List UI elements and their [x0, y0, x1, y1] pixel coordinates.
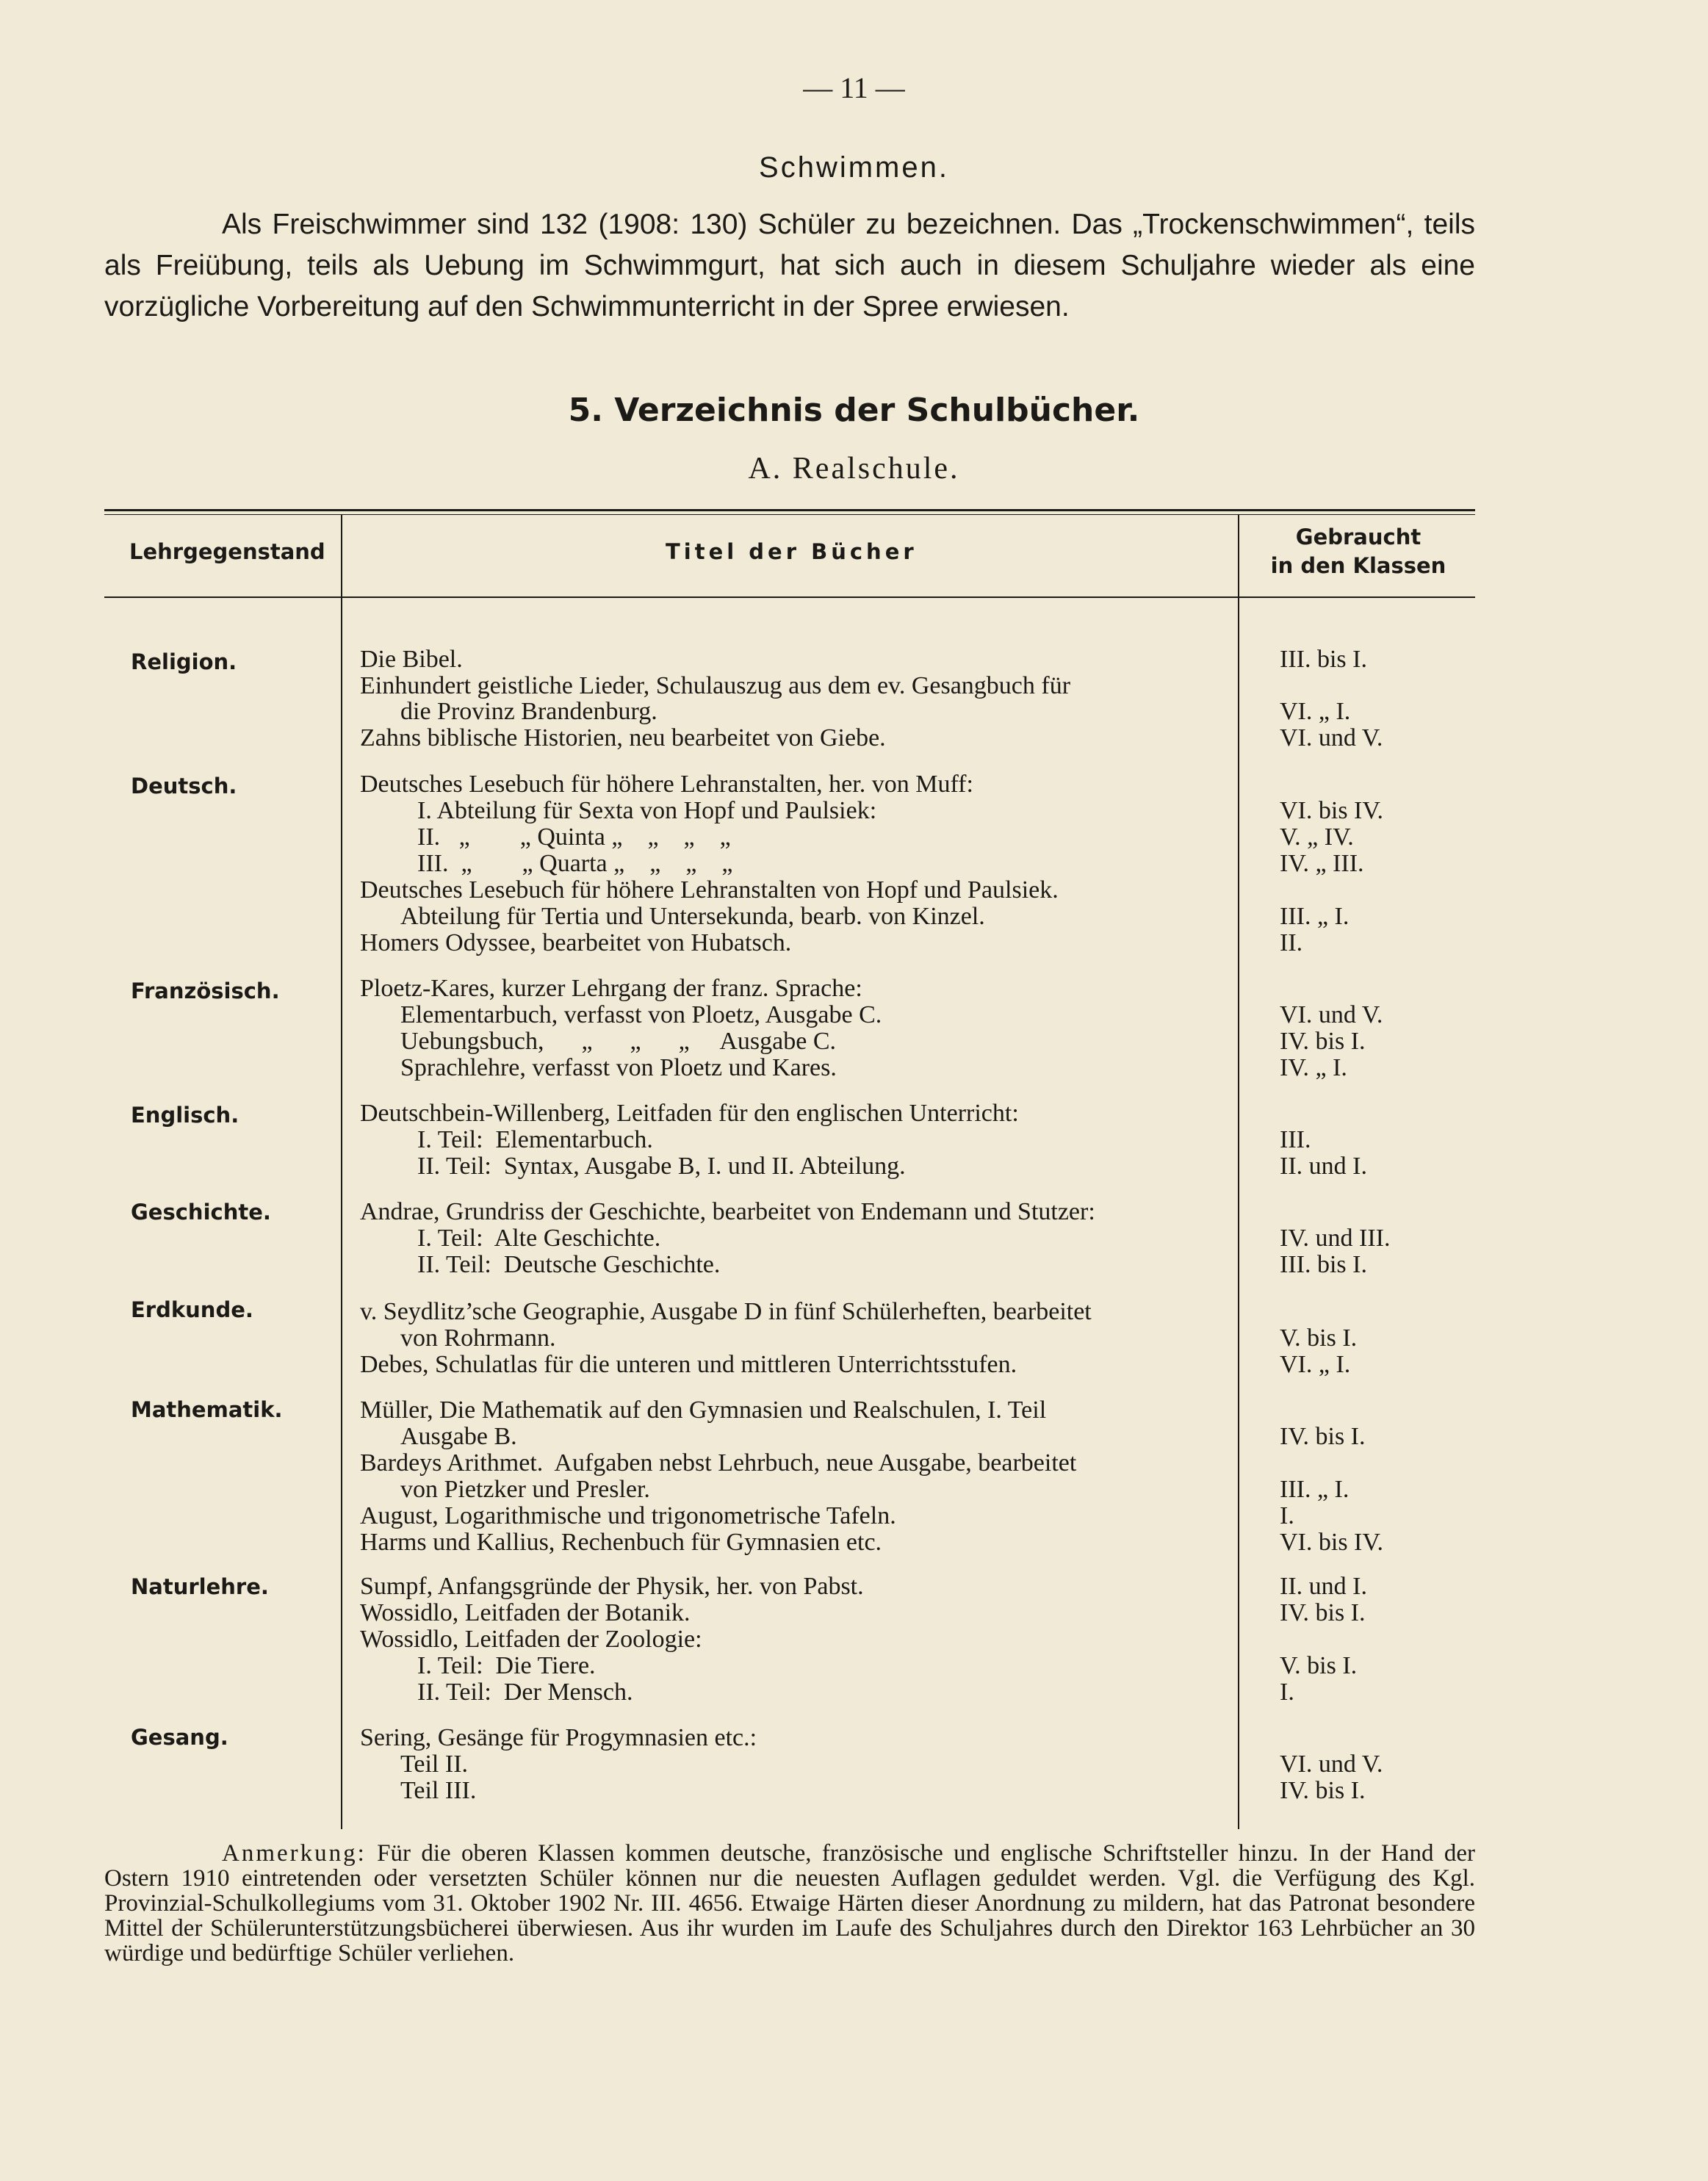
- subject-erdkunde: Erdkunde.: [131, 1297, 253, 1322]
- book-line: Sprachlehre, verfasst von Ploetz und Kares.: [400, 1054, 837, 1081]
- book-line: von Pietzker und Presler.: [400, 1476, 650, 1503]
- class-entry: V. bis I.: [1280, 1324, 1358, 1352]
- subject-mathematik: Mathematik.: [131, 1397, 283, 1422]
- class-entry: VI. bis IV.: [1280, 1529, 1384, 1556]
- book-line: II. Teil: Deutsche Geschichte.: [417, 1251, 721, 1278]
- book-line: Andrae, Grundriss der Geschichte, bearbeitet von Endemann und Stutzer:: [360, 1198, 1095, 1225]
- subject-geschichte: Geschichte.: [131, 1200, 271, 1225]
- class-entry: III. bis I.: [1280, 1251, 1367, 1278]
- book-line: I. Teil: Elementarbuch.: [417, 1126, 653, 1153]
- class-entry: III. „ I.: [1280, 903, 1350, 930]
- class-entry: III. „ I.: [1280, 1476, 1350, 1503]
- book-line: Zahns biblische Historien, neu bearbeitet von Giebe.: [360, 724, 886, 751]
- swimming-heading: Schwimmen.: [759, 151, 949, 184]
- footnote-text: Für die oberen Klassen kommen deutsche, französische und englische Schriftsteller hinzu. In der Hand der Ostern 1910 eintretenden oder versetzten Schüler können nur die neuesten Auflagen geduldet werden. Vgl. die Verfügung des Kgl. Provinzial-Schulkollegiums vom 31. Oktober 1902 Nr. III. 4656. Etwaige Härten dieser Anordnung zu mildern, hat das Patronat besondere Mittel der Schülerunterstützungsbücherei überwiesen. Aus ihr wurden im Laufe des Schuljahres durch den Direktor 163 Lehrbücher an 30 würdige und bedürftige Schüler verliehen.: [104, 1840, 1475, 1966]
- book-line: Einhundert geistliche Lieder, Schulauszug aus dem ev. Gesangbuch für: [360, 672, 1071, 699]
- class-entry: I.: [1280, 1679, 1294, 1706]
- book-line: I. Abteilung für Sexta von Hopf und Paulsiek:: [417, 797, 877, 824]
- class-entry: IV. bis I.: [1280, 1028, 1366, 1055]
- class-entry: IV. und III.: [1280, 1225, 1391, 1252]
- table-header-rule: [104, 596, 1475, 598]
- subject-gesang: Gesang.: [131, 1725, 228, 1750]
- book-line: Homers Odyssee, bearbeitet von Hubatsch.: [360, 929, 792, 956]
- column-divider-left: [341, 514, 342, 1829]
- book-line: Abteilung für Tertia und Untersekunda, bearb. von Kinzel.: [400, 903, 985, 930]
- header-classes-line2: in den Klassen: [1270, 553, 1446, 578]
- header-titles: Titel der Bücher: [666, 539, 918, 564]
- class-entry: VI. „ I.: [1280, 698, 1351, 725]
- class-entry: II. und I.: [1280, 1573, 1367, 1600]
- header-classes-line1: Gebraucht: [1295, 524, 1421, 549]
- book-line: Deutsches Lesebuch für höhere Lehranstalten, her. von Muff:: [360, 771, 973, 798]
- book-line: II. Teil: Syntax, Ausgabe B, I. und II. Abteilung.: [417, 1153, 906, 1180]
- book-line: III. „ „ Quarta „ „ „ „: [417, 850, 733, 877]
- subject-religion: Religion.: [131, 649, 237, 674]
- section-title: 5. Verzeichnis der Schulbücher.: [568, 392, 1140, 429]
- book-line: v. Seydlitz’sche Geographie, Ausgabe D in fünf Schülerheften, bearbeitet: [360, 1298, 1092, 1325]
- class-entry: IV. bis I.: [1280, 1423, 1366, 1450]
- subject-englisch: Englisch.: [131, 1103, 239, 1128]
- footnote-lead: Anmerkung:: [222, 1840, 367, 1867]
- book-line: Uebungsbuch, „ „ „ Ausgabe C.: [400, 1028, 837, 1055]
- page-number: — 11 —: [803, 71, 905, 104]
- class-entry: VI. und V.: [1280, 1001, 1383, 1028]
- book-line: Ploetz-Kares, kurzer Lehrgang der franz. Sprache:: [360, 975, 862, 1002]
- book-line: II. Teil: Der Mensch.: [417, 1679, 633, 1706]
- book-line: Die Bibel.: [360, 646, 463, 673]
- book-line: Elementarbuch, verfasst von Ploetz, Ausgabe C.: [400, 1001, 882, 1028]
- subject-franzoesisch: Französisch.: [131, 978, 280, 1003]
- book-line: die Provinz Brandenburg.: [400, 698, 657, 725]
- book-line: Bardeys Arithmet. Aufgaben nebst Lehrbuch, neue Ausgabe, bearbeitet: [360, 1449, 1077, 1477]
- class-entry: V. bis I.: [1280, 1652, 1358, 1679]
- class-entry: VI. bis IV.: [1280, 797, 1384, 824]
- book-line: Wossidlo, Leitfaden der Zoologie:: [360, 1626, 702, 1653]
- subject-deutsch: Deutsch.: [131, 774, 237, 799]
- book-line: Sumpf, Anfangsgründe der Physik, her. von Pabst.: [360, 1573, 864, 1600]
- class-entry: VI. und V.: [1280, 724, 1383, 751]
- book-line: Deutschbein-Willenberg, Leitfaden für den englischen Unterricht:: [360, 1100, 1019, 1127]
- class-entry: VI. und V.: [1280, 1751, 1383, 1778]
- book-line: Teil III.: [400, 1777, 477, 1804]
- book-line: Deutsches Lesebuch für höhere Lehranstalten von Hopf und Paulsiek.: [360, 876, 1059, 904]
- book-line: Sering, Gesänge für Progymnasien etc.:: [360, 1724, 757, 1751]
- class-entry: IV. bis I.: [1280, 1599, 1366, 1626]
- book-line: Wossidlo, Leitfaden der Botanik.: [360, 1599, 691, 1626]
- book-line: Müller, Die Mathematik auf den Gymnasien und Realschulen, I. Teil: [360, 1396, 1047, 1424]
- class-entry: IV. „ III.: [1280, 850, 1364, 877]
- subsection-title: A. Realschule.: [748, 452, 960, 486]
- book-line: Debes, Schulatlas für die unteren und mittleren Unterrichtsstufen.: [360, 1351, 1017, 1378]
- book-line: II. „ „ Quinta „ „ „ „: [417, 823, 731, 851]
- class-entry: V. „ IV.: [1280, 823, 1354, 851]
- table-top-rule: [104, 509, 1475, 511]
- book-line: I. Teil: Die Tiere.: [417, 1652, 596, 1679]
- header-subject: Lehrgegenstand: [129, 539, 325, 564]
- footnote: [104, 1841, 1475, 1966]
- book-line: I. Teil: Alte Geschichte.: [417, 1225, 661, 1252]
- class-entry: VI. „ I.: [1280, 1351, 1351, 1378]
- class-entry: III. bis I.: [1280, 646, 1367, 673]
- book-line: Teil II.: [400, 1751, 469, 1778]
- column-divider-right: [1238, 514, 1239, 1829]
- book-line: August, Logarithmische und trigonometrische Tafeln.: [360, 1502, 896, 1529]
- class-entry: II. und I.: [1280, 1153, 1367, 1180]
- subject-naturlehre: Naturlehre.: [131, 1574, 269, 1599]
- table-top-rule-2: [104, 514, 1475, 515]
- class-entry: III.: [1280, 1126, 1311, 1153]
- class-entry: IV. bis I.: [1280, 1777, 1366, 1804]
- class-entry: IV. „ I.: [1280, 1054, 1347, 1081]
- class-entry: I.: [1280, 1502, 1294, 1529]
- book-line: Ausgabe B.: [400, 1423, 517, 1450]
- class-entry: II.: [1280, 929, 1303, 956]
- book-line: von Rohrmann.: [400, 1324, 556, 1352]
- book-line: Harms und Kallius, Rechenbuch für Gymnasien etc.: [360, 1529, 882, 1556]
- swimming-paragraph: Als Freischwimmer sind 132 (1908: 130) Schüler zu bezeichnen. Das „Trockenschwimmen“, teils als Freiübung, teils als Uebung im Schwimmgurt, hat sich auch in diesem Schuljahre wieder als eine vorzügliche Vorbereitung auf den Schwimmunterricht in der Spree erwiesen.: [104, 209, 1475, 322]
